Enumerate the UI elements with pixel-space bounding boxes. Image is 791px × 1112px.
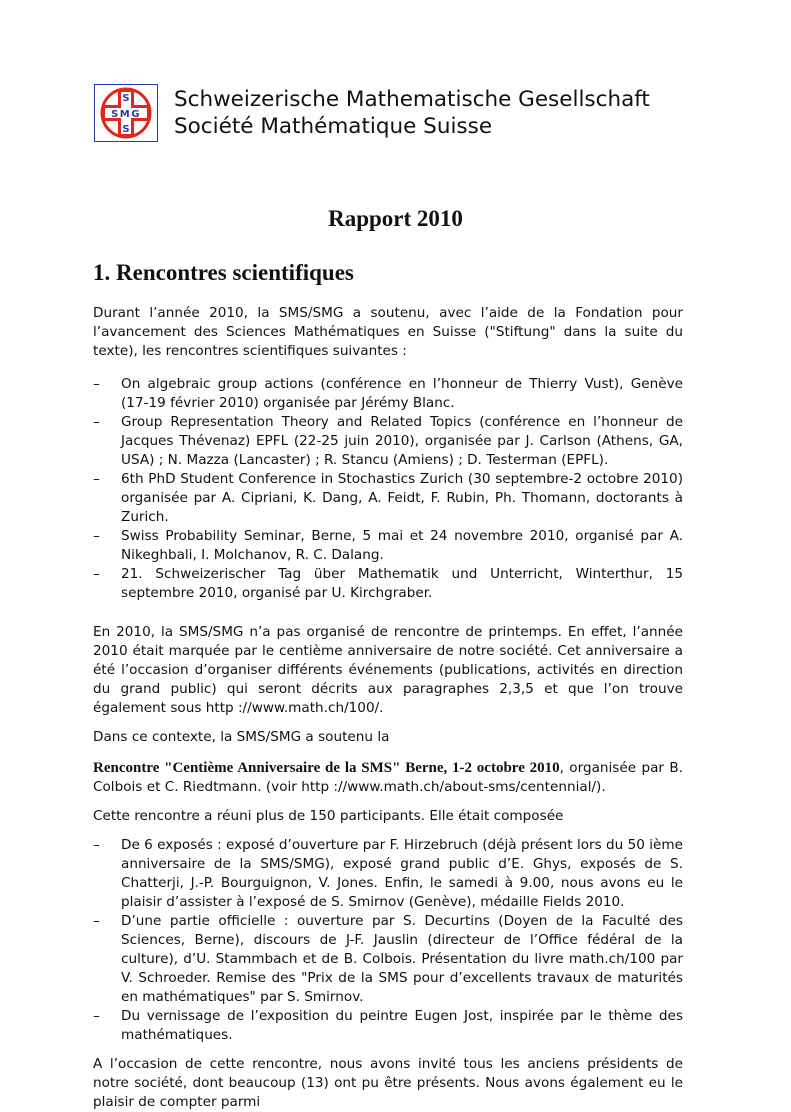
events-list [93,375,683,603]
list-item: – De 6 exposés : exposé d’ouverture par F. Hirzebruch (déjà présent lors du 50 ième anniversaire de la SMS/SMG), exposé grand public d’E. Ghys, exposés de S. Chatterji, J.-P. Bourguignon, V. Jones. Enfin, le samedi à 9.00, nous avons eu le plaisir d’assister à l’exposé de S. Smirnov (Genève), médaille Fields 2010. [93,836,683,912]
svg-text:S: S [122,93,130,104]
presidents-paragraph: A l’occasion de cette rencontre, nous avons invité tous les anciens présidents de notre société, dont beaucoup (13) ont pu être présents. Nous avons également eu le plaisir de compter parmi [93,1056,683,1110]
list-item: – Swiss Probability Seminar, Berne, 5 mai et 24 novembre 2010, organisé par A. Nikeghbali, I. Molchanov, R. C. Dalang. [93,527,683,565]
intro-paragraph: Durant l’année 2010, la SMS/SMG a soutenu, avec l’aide de la Fondation pour l’avancement des Sciences Mathématiques en Suisse ("Stiftung" dans la suite du texte), les rencontres scientifiques suivantes : [93,305,683,359]
svg-text:S: S [122,124,130,135]
list-item: – Du vernissage de l’exposition du peintre Eugen Jost, inspirée par le thème des mathématiques. [93,1007,683,1045]
society-name-fr: Société Mathématique Suisse [174,114,493,139]
list-item: – 21. Schweizerischer Tag über Mathematik und Unterricht, Winterthur, 15 septembre 2010, organisé par U. Kirchgraber. [93,565,683,603]
report-title: Rapport 2010 [328,206,463,231]
centenary-event-details: , organisée par B. Colbois et C. Riedtmann. (voir http ://www.math.ch/about-sms/centennial/). [93,760,683,795]
list-item: – On algebraic group actions (conférence en l’honneur de Thierry Vust), Genève (17-19 février 2010) organisée par Jérémy Blanc. [93,375,683,413]
list-item: – D’une partie officielle : ouverture par S. Decurtins (Doyen de la Faculté des Sciences, Berne), discours de J-F. Jauslin (directeur de l’Office fédéral de la culture), d’U. Stammbach et de B. Colbois. Présentation du livre math.ch/100 par V. Schroeder. Remise des "Prix de la SMS pour d’excellents travaux de maturités en mathématiques" par S. Smirnov. [93,912,683,1007]
centenary-event-title: Rencontre "Centième Anniversaire de la SMS" Berne, 1-2 octobre 2010 [93,760,560,776]
society-name-de: Schweizerische Mathematische Gesellschaft [174,87,650,112]
components-list [93,836,683,1045]
centenary-paragraph: En 2010, la SMS/SMG n’a pas organisé de rencontre de printemps. En effet, l’année 2010 était marquée par le centième anniversaire de notre société. Cet anniversaire a été l’occasion d’organiser différents événements (publications, activités en direction du grand public) qui seront décrits aux paragraphes 2,3,5 et que l’on trouve également sous http ://www.math.ch/100/. [93,624,683,716]
society-name [174,86,650,140]
participants-paragraph: Cette rencontre a réuni plus de 150 participants. Elle était composée [93,808,564,824]
centenary-event-paragraph [93,759,683,797]
list-item: – Group Representation Theory and Related Topics (conférence en l’honneur de Jacques Thévenaz) EPFL (22-25 juin 2010), organisée par J. Carlson (Athens, GA, USA) ; N. Mazza (Lancaster) ; R. Stancu (Amiens) ; D. Testerman (EPFL). [93,413,683,470]
section-title: 1. Rencontres scientifiques [93,260,354,285]
svg-text:SMG: SMG [111,109,141,120]
context-paragraph: Dans ce contexte, la SMS/SMG a soutenu la [93,729,390,745]
list-item: – 6th PhD Student Conference in Stochastics Zurich (30 septembre-2 octobre 2010) organisée par A. Cipriani, K. Dang, A. Feidt, F. Rubin, Ph. Thomann, doctorants à Zurich. [93,470,683,527]
section-body [93,304,683,1112]
sms-smg-logo [94,84,158,142]
